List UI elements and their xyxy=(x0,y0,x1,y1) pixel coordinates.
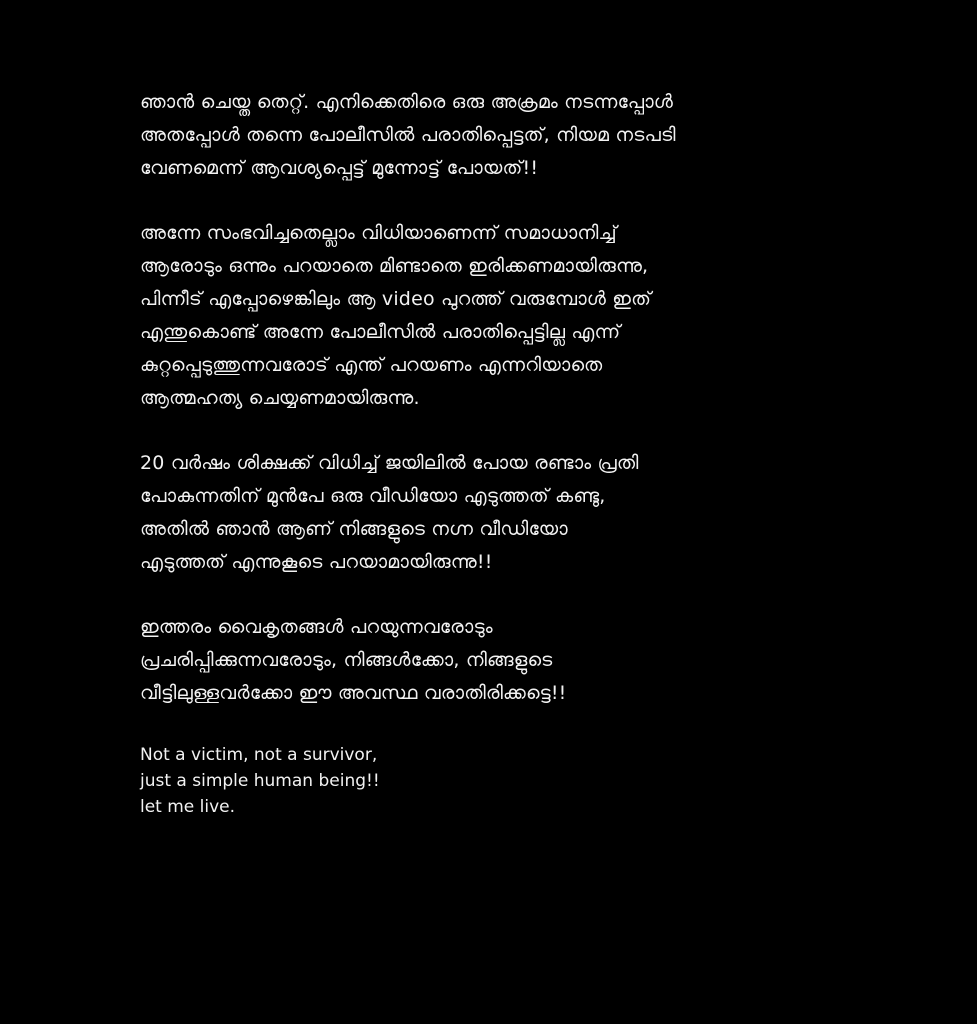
paragraph-2 xyxy=(140,217,860,415)
text-line: ഇത്തരം വൈകൃതങ്ങൾ പറയുന്നവരോടും xyxy=(140,616,493,638)
text-line: 20 വർഷം ശിക്ഷക്ക് വിധിച്ച് ജയിലിൽ പോയ രണ്ടാം പ്രതി xyxy=(140,452,639,474)
paragraph-3 xyxy=(140,447,860,579)
text-line: അതപ്പോൾ തന്നെ പോലീസിൽ പരാതിപ്പെട്ടത്, നിയമ നടപടി xyxy=(140,124,676,146)
text-line: ആത്മഹത്യ ചെയ്യണമായിരുന്നു. xyxy=(140,387,420,409)
text-line: Not a victim, not a survivor, xyxy=(140,745,378,765)
text-line: വീട്ടിലുള്ളവർക്കോ ഈ അവസ്ഥ വരാതിരിക്കട്ടെ!! xyxy=(140,682,567,704)
text-line: എടുത്തത് എന്നുകൂടെ പറയാമായിരുന്നു!! xyxy=(140,551,493,573)
text-line: അന്നേ സംഭവിച്ചതെല്ലാം വിധിയാണെന്ന് സമാധാനിച്ച് xyxy=(140,222,617,244)
paragraph-1 xyxy=(140,86,860,185)
text-line: let me live. xyxy=(140,797,236,817)
text-line: എന്തുകൊണ്ട് അന്നേ പോലീസിൽ പരാതിപ്പെട്ടില്ല എന്ന് xyxy=(140,321,621,343)
text-line: കുറ്റപ്പെടുത്തുന്നവരോട് എന്ത് പറയണം എന്നറിയാതെ xyxy=(140,354,603,376)
paragraph-closing-english xyxy=(140,742,860,820)
text-line: പ്രചരിപ്പിക്കുന്നവരോടും, നിങ്ങൾക്കോ, നിങ്ങളുടെ xyxy=(140,649,553,671)
text-line: അതിൽ ഞാൻ ആണ് നിങ്ങളുടെ നഗ്ന വീഡിയോ xyxy=(140,518,568,540)
text-line: പിന്നീട് എപ്പോഴെങ്കിലും ആ video പുറത്ത് വരുമ്പോൾ ഇത് xyxy=(140,288,652,310)
paragraph-4 xyxy=(140,611,860,710)
text-line: വേണമെന്ന് ആവശ്യപ്പെട്ട് മുന്നോട്ട് പോയത്!! xyxy=(140,157,539,179)
text-line: just a simple human being!! xyxy=(140,771,380,791)
text-line: ഞാൻ ചെയ്ത തെറ്റ്. എനിക്കെതിരെ ഒരു അക്രമം നടന്നപ്പോൾ xyxy=(140,91,674,113)
text-line: ആരോടും ഒന്നും പറയാതെ മിണ്ടാതെ ഇരിക്കണമായിരുന്നു, xyxy=(140,255,649,277)
text-line: പോകുന്നതിന് മുൻപേ ഒരു വീഡിയോ എടുത്തത് കണ്ടു, xyxy=(140,485,606,507)
statement-text-block xyxy=(140,86,860,852)
